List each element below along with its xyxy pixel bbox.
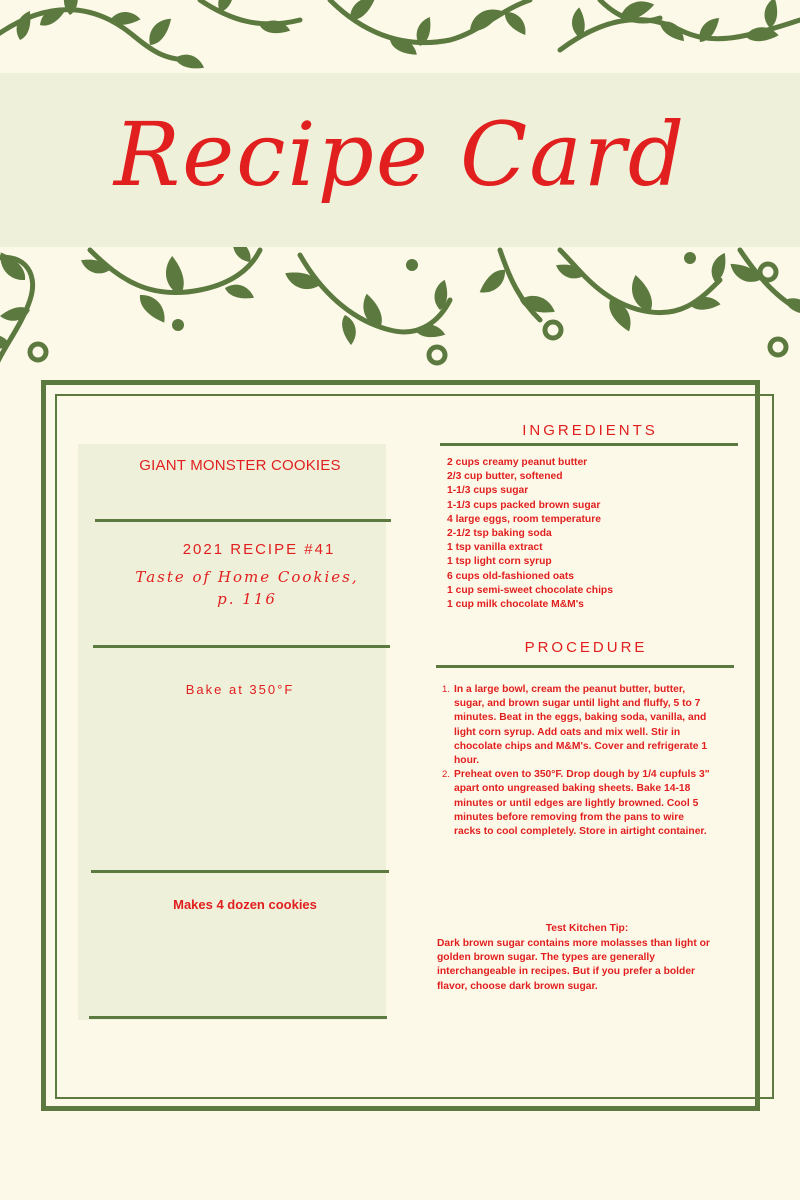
divider [93,645,390,648]
step-text-line: racks to cool completely. Store in airtight container. [454,826,707,838]
recipe-name: GIANT MONSTER COOKIES [139,457,341,474]
step-text-line: Preheat oven to 350°F. Drop dough by 1/4 cupfuls 3" [454,769,710,781]
ingredient-item: 1-1/3 cups sugar [447,485,529,497]
bake-temperature: Bake at 350°F [185,682,295,697]
ingredient-list [447,456,613,612]
tip-line: interchangeable in recipes. But if you prefer a bolder [437,966,696,978]
tip-body [437,937,747,994]
procedure-step [440,768,736,839]
ingredient-item: 2-1/2 tsp baking soda [447,528,552,540]
divider [89,1016,387,1019]
tip-line: golden brown sugar. The types are generally [437,952,656,964]
step-text-line: minutes before removing from the pans to wire [454,811,685,823]
ingredient-item: 1 cup milk chocolate M&M's [447,599,584,611]
procedure-step [440,683,736,768]
step-number: 2. [442,769,450,781]
step-text-line: apart onto ungreased baking sheets. Bake 14-18 [454,783,691,795]
ingredient-item: 1 cup semi-sweet chocolate chips [447,584,613,596]
page-title: Recipe Card [113,103,687,206]
recipe-source-line: Taste of Home Cookies, [135,568,359,586]
step-text-line: sugar, and brown sugar until light and fluffy, 5 to 7 [454,698,701,710]
divider [436,665,734,668]
step-number: 1. [442,684,450,695]
ingredient-item: 2 cups creamy peanut butter [447,457,588,468]
step-text-line: minutes or until edges are lightly browned. Cool 5 [454,797,699,809]
recipe-number: 2021 RECIPE #41 [182,541,336,558]
divider [91,870,389,873]
procedure-list [440,683,736,839]
ingredients-heading: INGREDIENTS [522,422,658,439]
procedure-heading: PROCEDURE [524,639,648,656]
tip-title: Test Kitchen Tip: [545,923,629,934]
ingredient-item: 1 tsp vanilla extract [447,542,543,554]
ingredient-item: 1-1/3 cups packed brown sugar [447,499,601,511]
tip-line: Dark brown sugar contains more molasses than light or [437,938,710,949]
recipe-info-panel [78,444,386,1020]
ingredient-item: 1 tsp light corn syrup [447,556,552,568]
step-text-line: minutes. Beat in the eggs, baking soda, vanilla, and [454,712,707,724]
step-text-line: hour. [454,755,480,767]
recipe-source [122,566,372,610]
step-text-line: In a large bowl, cream the peanut butter, butter, [454,684,686,695]
ingredient-item: 4 large eggs, room temperature [447,513,601,525]
divider [95,519,391,522]
recipe-source-line: p. 116 [217,590,277,608]
divider [440,443,738,446]
step-text-line: light corn syrup. Add oats and mix well. Stir in [454,726,681,738]
ingredient-item: 2/3 cup butter, softened [447,471,563,483]
step-text-line: chocolate chips and M&M's. Cover and refrigerate 1 [454,740,708,752]
recipe-yield: Makes 4 dozen cookies [173,897,317,912]
ingredient-item: 6 cups old-fashioned oats [447,570,575,582]
tip-line: flavor, choose dark brown sugar. [437,980,598,992]
